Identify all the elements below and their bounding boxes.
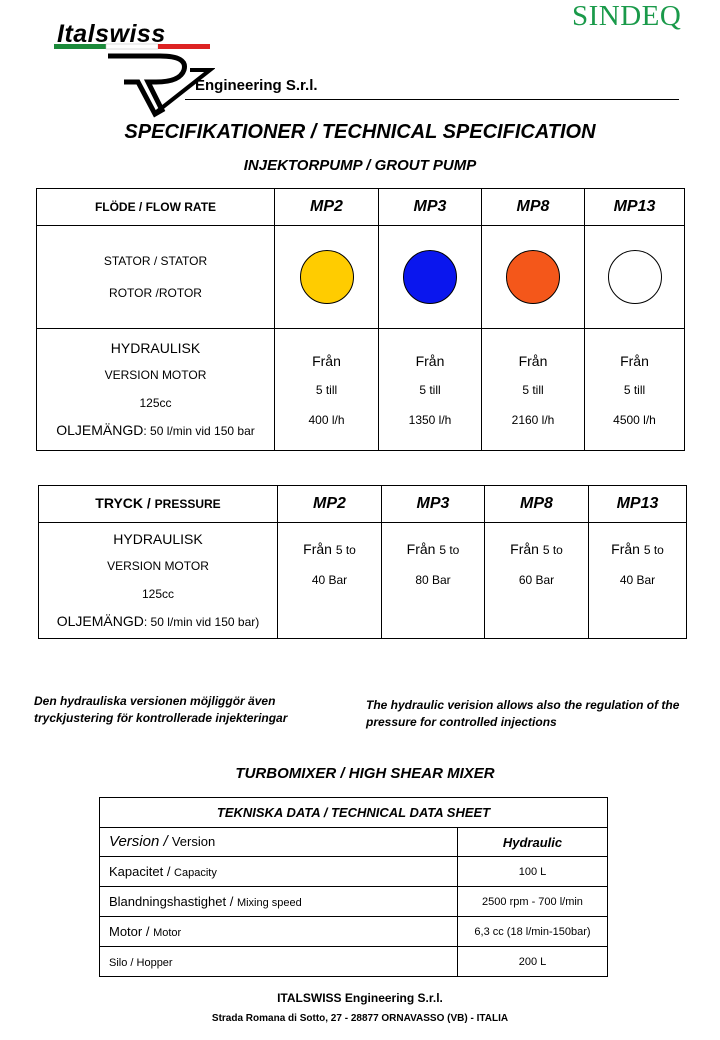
hydraulic-label: HYDRAULISK [113, 530, 203, 547]
mixing-speed-label-cell [100, 887, 458, 917]
model-mp8: MP8 [485, 486, 589, 523]
flow-cell-mp8 [482, 329, 585, 451]
flow-cell-mp13 [585, 329, 685, 451]
till-label: 5 till [419, 382, 441, 397]
hopper-label: Silo / Hopper [109, 956, 173, 969]
mixer-data-table [99, 797, 608, 977]
stator-rotor-row [37, 226, 685, 329]
note-en-line: The hydraulic verision allows also the regulation of the [366, 698, 680, 712]
pressure-table [38, 485, 687, 639]
hydraulic-label: HYDRAULISK [110, 339, 201, 356]
stator-rotor-cell [37, 226, 275, 329]
pressure-label-cell [39, 486, 278, 523]
stator-color-blue-swatch [403, 250, 457, 304]
capacity-label-sv: Kapacitet / [109, 863, 175, 879]
mixing-speed-label-en: Mixing speed [236, 896, 302, 909]
pressure-cell-mp13 [589, 523, 687, 639]
color-cell [379, 226, 482, 329]
flow-value: 4500 l/h [613, 412, 656, 427]
capacity-label-en: Capacity [174, 866, 217, 879]
mixing-speed-label-sv: Blandningshastighet / [109, 893, 237, 909]
from-value: 5 to [643, 543, 664, 557]
model-mp2: MP2 [278, 486, 382, 523]
model-mp13: MP13 [589, 486, 687, 523]
sheet-title: TEKNISKA DATA / TECHNICAL DATA SHEET [100, 798, 608, 828]
hopper-label-cell [100, 947, 458, 977]
note-sv-line: tryckjustering för kontrollerade injekteringar [34, 711, 288, 725]
cc-label: 125cc [141, 586, 175, 601]
note-en-line: pressure for controlled injections [366, 715, 557, 729]
model-mp13: MP13 [585, 189, 685, 226]
flow-value: 1350 l/h [408, 412, 452, 427]
hydraulic-spec-cell [37, 329, 275, 451]
hydraulic-flow-row [37, 329, 685, 451]
version-row [100, 828, 608, 857]
motor-label-sv: Motor / [109, 923, 154, 939]
till-label: 5 till [522, 382, 544, 397]
pressure-value: 40 Bar [619, 573, 656, 587]
model-mp8: MP8 [482, 189, 585, 226]
flow-rate-label: FLÖDE / FLOW RATE [37, 189, 275, 226]
version-label-sv: Version / [109, 833, 172, 850]
motor-label-cell [100, 917, 458, 947]
from-label: Från [510, 541, 543, 557]
flow-cell-mp3 [379, 329, 482, 451]
capacity-label-cell [100, 857, 458, 887]
from-value: 5 to [335, 543, 356, 557]
hydraulic-header: Hydraulic [458, 828, 608, 857]
from-label: Från [303, 541, 336, 557]
hydraulic-pressure-row [39, 523, 687, 639]
color-cell [585, 226, 685, 329]
model-mp3: MP3 [379, 189, 482, 226]
till-label: 5 till [315, 382, 338, 397]
model-mp2: MP2 [275, 189, 379, 226]
version-motor-label: VERSION MOTOR [104, 367, 207, 382]
engineering-label: Engineering S.r.l. [195, 77, 318, 94]
note-swedish [34, 693, 287, 727]
mixer-section-title: TURBOMIXER / HIGH SHEAR MIXER [235, 765, 495, 782]
note-sv-line: Den hydrauliska versionen möjliggör även [34, 694, 276, 708]
from-value: 5 to [542, 543, 563, 557]
from-label: Från [415, 352, 445, 369]
oil-label: OLJEMÄNGD [56, 421, 144, 438]
flow-cell-mp2 [275, 329, 379, 451]
from-label: Från [312, 352, 341, 369]
motor-label-en: Motor [153, 926, 182, 939]
stator-color-orange-swatch [506, 250, 560, 304]
pressure-value: 40 Bar [311, 573, 348, 587]
pressure-cell-mp8 [485, 523, 589, 639]
oil-value: : 50 l/min vid 150 bar [143, 423, 255, 438]
flow-value: 400 l/h [308, 412, 345, 427]
version-label-en: Version [171, 834, 216, 849]
from-label: Från [611, 541, 644, 557]
cc-label: 125cc [139, 395, 172, 410]
pressure-header-row [39, 486, 687, 523]
oil-label: OLJEMÄNGD [56, 612, 144, 629]
stator-color-yellow-swatch [300, 250, 354, 304]
page-title: SPECIFIKATIONER / TECHNICAL SPECIFICATION [124, 121, 596, 143]
stator-label: STATOR / STATOR [103, 254, 208, 268]
mixing-speed-value: 2500 rpm - 700 l/min [458, 887, 608, 917]
flow-header-row [37, 189, 685, 226]
from-label: Från [620, 352, 649, 369]
motor-value: 6,3 cc (18 l/min-150bar) [458, 917, 608, 947]
sheet-title-row [100, 798, 608, 828]
color-cell [482, 226, 585, 329]
from-label: Från [518, 352, 548, 369]
capacity-row [100, 857, 608, 887]
pressure-cell-mp2 [278, 523, 382, 639]
pressure-label-sv: TRYCK / [95, 495, 155, 511]
oil-value: : 50 l/min vid 150 bar) [143, 614, 260, 629]
rotor-label: ROTOR /ROTOR [109, 286, 202, 300]
pressure-cell-mp3 [382, 523, 485, 639]
footer-address: Strada Romana di Sotto, 27 - 28877 ORNAVASSO (VB) - ITALIA [211, 1013, 509, 1024]
model-mp3: MP3 [382, 486, 485, 523]
note-english [366, 697, 679, 731]
mixing-speed-row [100, 887, 608, 917]
footer-company: ITALSWISS Engineering S.r.l. [277, 991, 443, 1005]
pressure-value: 80 Bar [415, 573, 451, 587]
color-cell [275, 226, 379, 329]
capacity-value: 100 L [458, 857, 608, 887]
pressure-label-en: PRESSURE [154, 497, 221, 511]
till-label: 5 till [623, 382, 646, 397]
hopper-row [100, 947, 608, 977]
hopper-value: 200 L [458, 947, 608, 977]
flow-value: 2160 l/h [511, 412, 555, 427]
sindeq-brand: SINDEQ [572, 0, 682, 32]
page-subtitle: INJEKTORPUMP / GROUT PUMP [243, 157, 477, 174]
from-label: Från [406, 541, 440, 557]
version-label-cell [100, 828, 458, 857]
stator-color-white-swatch [608, 250, 662, 304]
pressure-value: 60 Bar [518, 573, 555, 587]
motor-row [100, 917, 608, 947]
logo-wordmark: Italswiss [57, 20, 166, 48]
version-motor-label: VERSION MOTOR [107, 558, 209, 573]
flow-rate-table [36, 188, 685, 451]
hydraulic-spec-cell [39, 523, 278, 639]
from-value: 5 to [439, 543, 460, 557]
header-divider [185, 99, 679, 100]
